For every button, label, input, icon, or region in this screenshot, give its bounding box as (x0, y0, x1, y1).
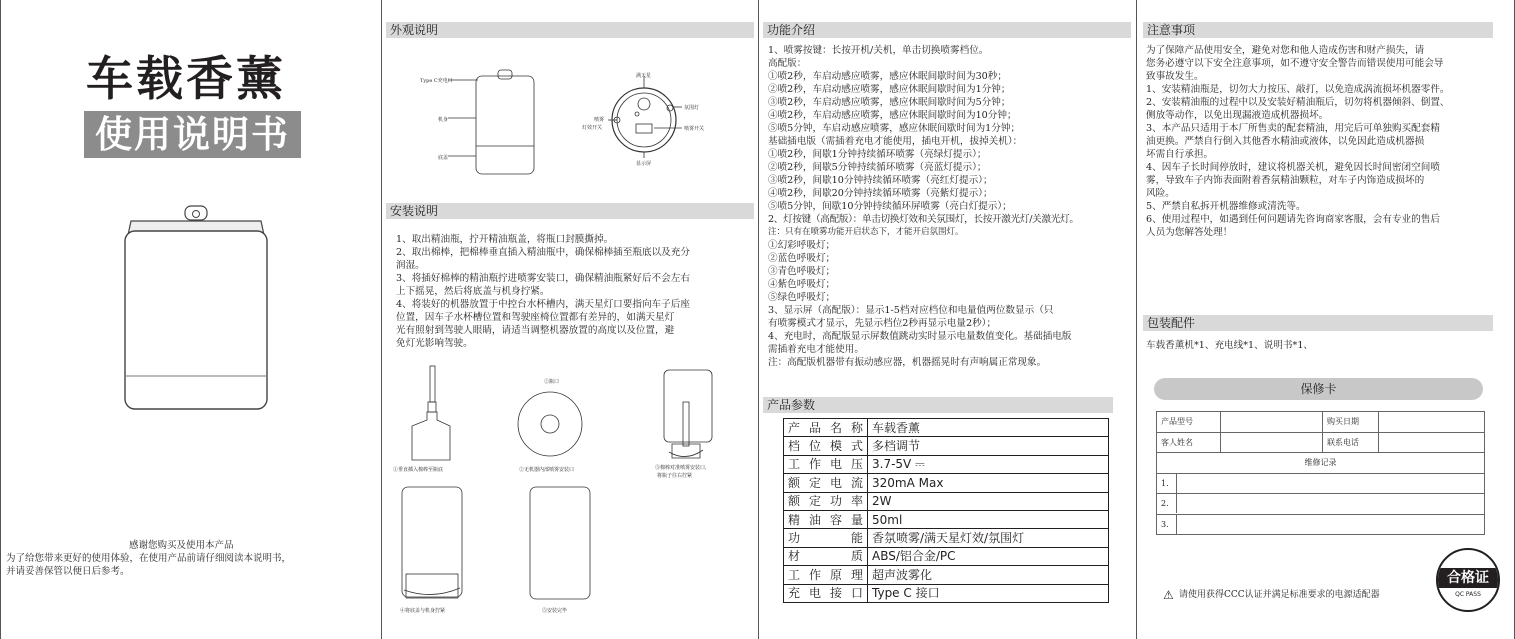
label-base: 底盖 (438, 155, 449, 161)
product-illustration (121, 205, 271, 415)
label-sprayswitch: 喷雾开关 (684, 126, 705, 132)
table-row: 精油容量 50ml (784, 510, 1109, 528)
table-row: 额定电流 320mA Max (784, 474, 1109, 492)
cover-thanks: 感谢您购买及使用本产品 (129, 540, 234, 551)
label-starlight: 满天星 (636, 73, 652, 79)
table-row: 材 质 ABS/铝合金/PC (784, 547, 1109, 565)
label-ambient: 氛围灯 (684, 105, 700, 111)
features-text: 1、喷雾按键：长按开机/关机，单击切换喷雾档位。 高配版： ①喷2秒，车启动感应喷雾，感应休眠间歇时间为30秒； ②喷2秒，车启动感应喷雾，感应休眠间歇时间为1分钟； ③喷2秒，车启动感应喷雾，感应休眠间歇时间为5分钟； ④喷2秒，车启动感应喷雾，感应休眠间歇时间为10分钟； ⑤喷5分钟，车启动感应喷雾，感应休眠间歇时间为1分钟； 基础插电版（需插着充电才能使用，插电开机，拔掉关机）： ①喷2秒，间歇1分钟持续循环喷雾（亮绿灯提示）； ②喷2秒，间歇5分钟持续循环喷雾（亮蓝灯提示）； ③喷2秒，间歇10分钟持续循环喷雾（亮红灯提示）； ④喷2秒，间歇20分钟持续循环喷雾（亮紫灯提示）； ⑤喷5分钟，间歇10分钟持续循环屏喷雾（亮白灯提示）； 2、灯按键（高配版）：单击切换灯效和关氛围灯，长按开激光灯/关激光灯。 注：只有在喷雾功能开启状态下，才能开启氛围灯。 ①幻彩呼吸灯； ②蓝色呼吸灯； ③青色呼吸灯； ④紫色呼吸灯； ⑤绿色呼吸灯； 3、显示屏（高配版）：显示1-5档对应档位和电量值两位数显示（只 有喷雾模式才显示，先显示档位2秒再显示电量2秒）； 4、充电时，高配版显示屏数值跳动实时显示电量数值变化。基础插电版 需插着充电才能使用。 注：高配版机器带有振动感应器，机器摇晃时有声响属正常现象。 (768, 45, 1079, 368)
fig-2-label: ②瓶口 (544, 379, 560, 385)
warranty-table (1156, 411, 1485, 535)
table-row: 3. (1157, 514, 1485, 535)
table-row: 工作电压 3.7-5V ⎓ (784, 455, 1109, 473)
fig-2-caption: ②无机器内部喷雾安装口 (519, 467, 575, 473)
package-title: 包装配件 (1143, 315, 1493, 331)
notes-text: 为了保障产品使用安全，避免对您和他人造成伤害和财产损失，请 您务必遵守以下安全注意事项，如不遵守安全警告而错误使用可能会导 致事故发生。 1、安装精油瓶是，切勿大力按压、敲打，以免造成涡流损坏机器零件。 2、安装精油瓶的过程中以及安装好精油瓶后，切勿将机器倾斜、倒置、 侧放等动作，以免出现漏液造成机器损坏。 3、本产品只适用于本厂所售卖的配套精油，用完后可单独购买配套精 油更换。严禁自行倒入其他香水精油或液体，以免因此造成机器损 坏需自行承担。 4、因车子长时间停放时，建议将机器关机，避免因长时间密闭空间喷 雾，导致车子内饰表面附着香氛精油颗粒，对车子内饰造成损坏的 风险。 5、严禁自私拆开机器维修或清洗等。 6、使用过程中，如遇到任何问题请先咨询商家客服，会有专业的售后 人员为您解答处理！ (1146, 45, 1450, 238)
appearance-install-panel (382, 0, 759, 639)
cover-intro-1: 为了给您带来更好的使用体验，在使用产品前请仔细阅读本说明书， (6, 553, 292, 564)
install-title: 安装说明 (386, 203, 754, 219)
cover-panel (0, 0, 382, 639)
adapter-note: 请使用获得CCC认证并满足标准要求的电源适配器 (1179, 590, 1380, 600)
label-body: 机身 (438, 117, 449, 123)
table-row: 产品型号 购买日期 (1157, 412, 1485, 433)
cover-subtitle: 使用说明书 (84, 111, 301, 158)
label-lightswitch: 灯效开关 (582, 125, 603, 131)
features-title: 功能介绍 (763, 22, 1131, 38)
notes-title: 注意事项 (1143, 22, 1493, 38)
qc-stamp-subtext: QC PASS (1455, 591, 1481, 598)
fig-3-caption: ③棉棒对准喷雾安装口, (655, 465, 707, 471)
appearance-title: 外观说明 (386, 22, 754, 38)
warranty-title: 保修卡 (1154, 378, 1483, 400)
fig-4-caption: ④将底盖与机身拧紧 (400, 608, 446, 614)
fig-3-caption-2: 将瓶子往右拧紧 (657, 473, 693, 479)
cover-title: 车载香薰 (86, 52, 286, 107)
label-spray: 喷雾 (594, 117, 605, 123)
fig-1-caption: ①垂直插入棉棒至瓶底 (393, 467, 444, 473)
install-text: 1、取出精油瓶，拧开精油瓶盖，将瓶口封膜撕掉。 2、取出棉棒，把棉棒垂直插入精油瓶中，确保棉棒插至瓶底以及充分 润湿。 3、将插好棉棒的精油瓶拧进喷雾安装口，确保精油瓶紧好后不会左右 上下摇晃，然后将底盖与机身拧紧。 4、将装好的机器放置于中控台水杯槽内，满天星灯口要指向车子后座 位置，因车子水杯槽位置和驾驶座椅位置都有差异的，如满天星灯 光有照射到驾驶人眼睛，请适当调整机器放置的高度以及位置，避 免灯光影响驾驶。 (396, 234, 690, 349)
qc-stamp (1436, 548, 1500, 612)
qc-stamp-text: 合格证 (1438, 568, 1498, 588)
params-table (783, 418, 1109, 603)
label-typec: Type C充电口 (420, 78, 453, 84)
notes-panel (1137, 0, 1515, 639)
fig-5-caption: ⑤安装完毕 (542, 608, 568, 614)
table-row: 档位模式 多档调节 (784, 437, 1109, 455)
table-row: 客人姓名 联系电话 (1157, 432, 1485, 453)
params-title: 产品参数 (763, 397, 1113, 413)
table-row: 额定功率 2W (784, 492, 1109, 510)
table-row: 充电接口 Type C 接口 (784, 584, 1109, 602)
table-row: 2. (1157, 494, 1485, 515)
install-illustrations (382, 362, 759, 612)
table-row: 产品名称 车载香薰 (784, 419, 1109, 437)
table-row: 维修记录 (1157, 453, 1485, 474)
warning-icon: ⚠ (1163, 588, 1174, 602)
package-content: 车载香薰机*1、充电线*1、说明书*1、 (1146, 340, 1314, 351)
label-display: 显示屏 (636, 161, 652, 167)
table-row: 工作原理 超声波雾化 (784, 566, 1109, 584)
table-row: 1. (1157, 473, 1485, 494)
cover-intro-2: 并请妥善保管以便日后参考。 (6, 566, 130, 577)
table-row: 功 能 香氛喷雾/满天星灯效/氛围灯 (784, 529, 1109, 547)
